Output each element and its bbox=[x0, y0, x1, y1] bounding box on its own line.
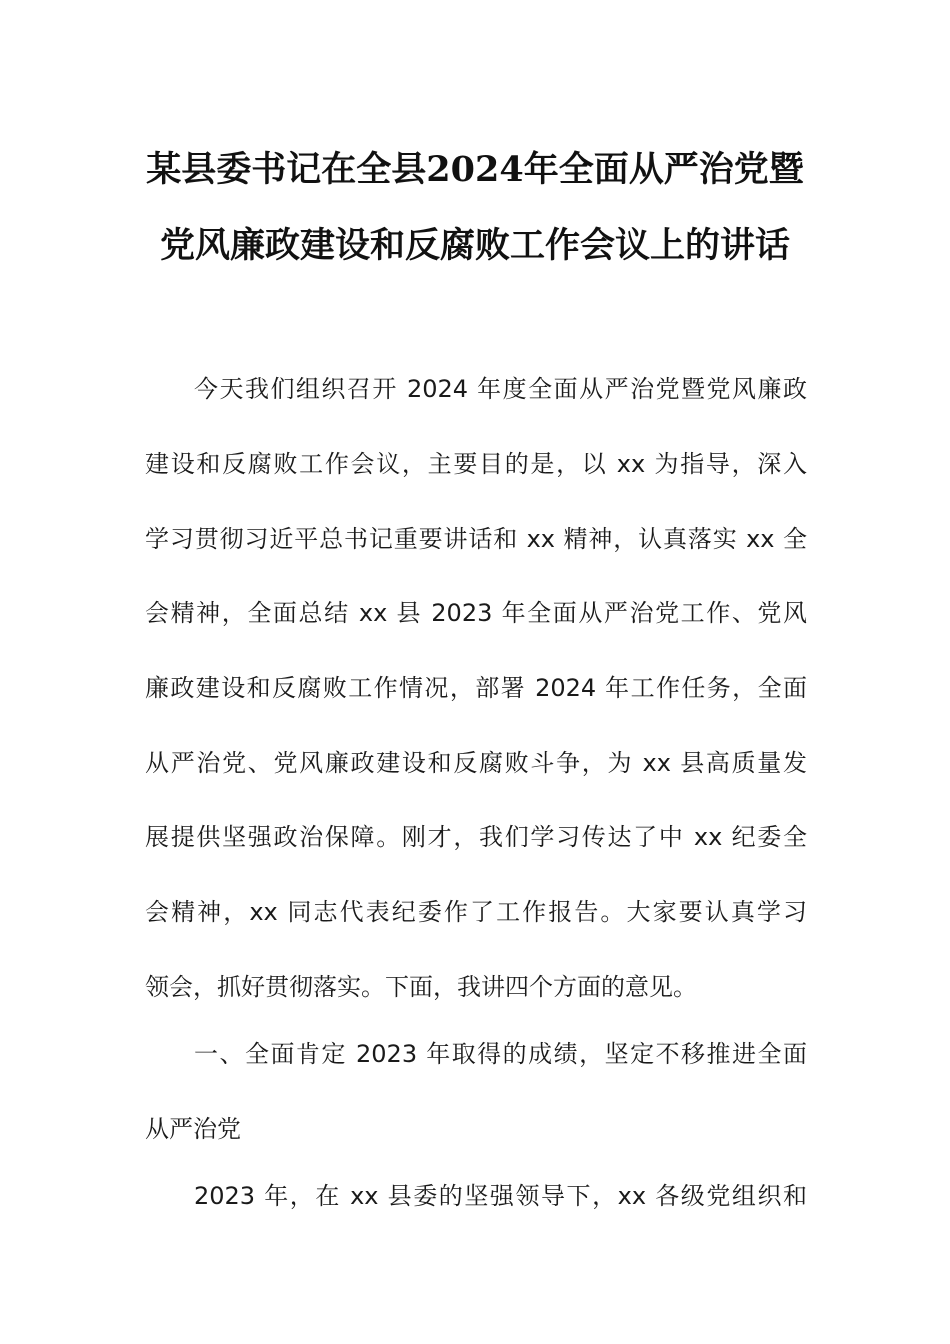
body-line-10: 2023 年，在 xx 县委的坚强领导下，xx 各级党组织和 bbox=[194, 1182, 807, 1210]
body-line-5: 廉政建设和反腐败工作情况，部署 2024 年工作任务，全面 bbox=[145, 674, 807, 702]
section-heading-line-1: 一、全面肯定 2023 年取得的成绩，坚定不移推进全面 bbox=[194, 1040, 807, 1068]
body-line-8: 会精神，xx 同志代表纪委作了工作报告。大家要认真学习 bbox=[145, 898, 807, 926]
body-line-2: 建设和反腐败工作会议，主要目的是，以 xx 为指导，深入 bbox=[145, 450, 807, 478]
body-line-4: 会精神，全面总结 xx 县 2023 年全面从严治党工作、党风 bbox=[145, 599, 807, 627]
body-line-6: 从严治党、党风廉政建设和反腐败斗争，为 xx 县高质量发 bbox=[145, 749, 807, 777]
body-line-9: 领会，抓好贯彻落实。下面，我讲四个方面的意见。 bbox=[145, 973, 697, 1001]
document-title-line-1: 某县委书记在全县2024年全面从严治党暨 bbox=[146, 149, 804, 190]
body-line-3: 学习贯彻习近平总书记重要讲话和 xx 精神，认真落实 xx 全 bbox=[145, 525, 807, 553]
body-line-7: 展提供坚强政治保障。刚才，我们学习传达了中 xx 纪委全 bbox=[145, 823, 807, 851]
body-line-1: 今天我们组织召开 2024 年度全面从严治党暨党风廉政 bbox=[194, 375, 807, 403]
section-heading-line-2: 从严治党 bbox=[145, 1115, 241, 1143]
document-title-line-2: 党风廉政建设和反腐败工作会议上的讲话 bbox=[159, 225, 790, 266]
